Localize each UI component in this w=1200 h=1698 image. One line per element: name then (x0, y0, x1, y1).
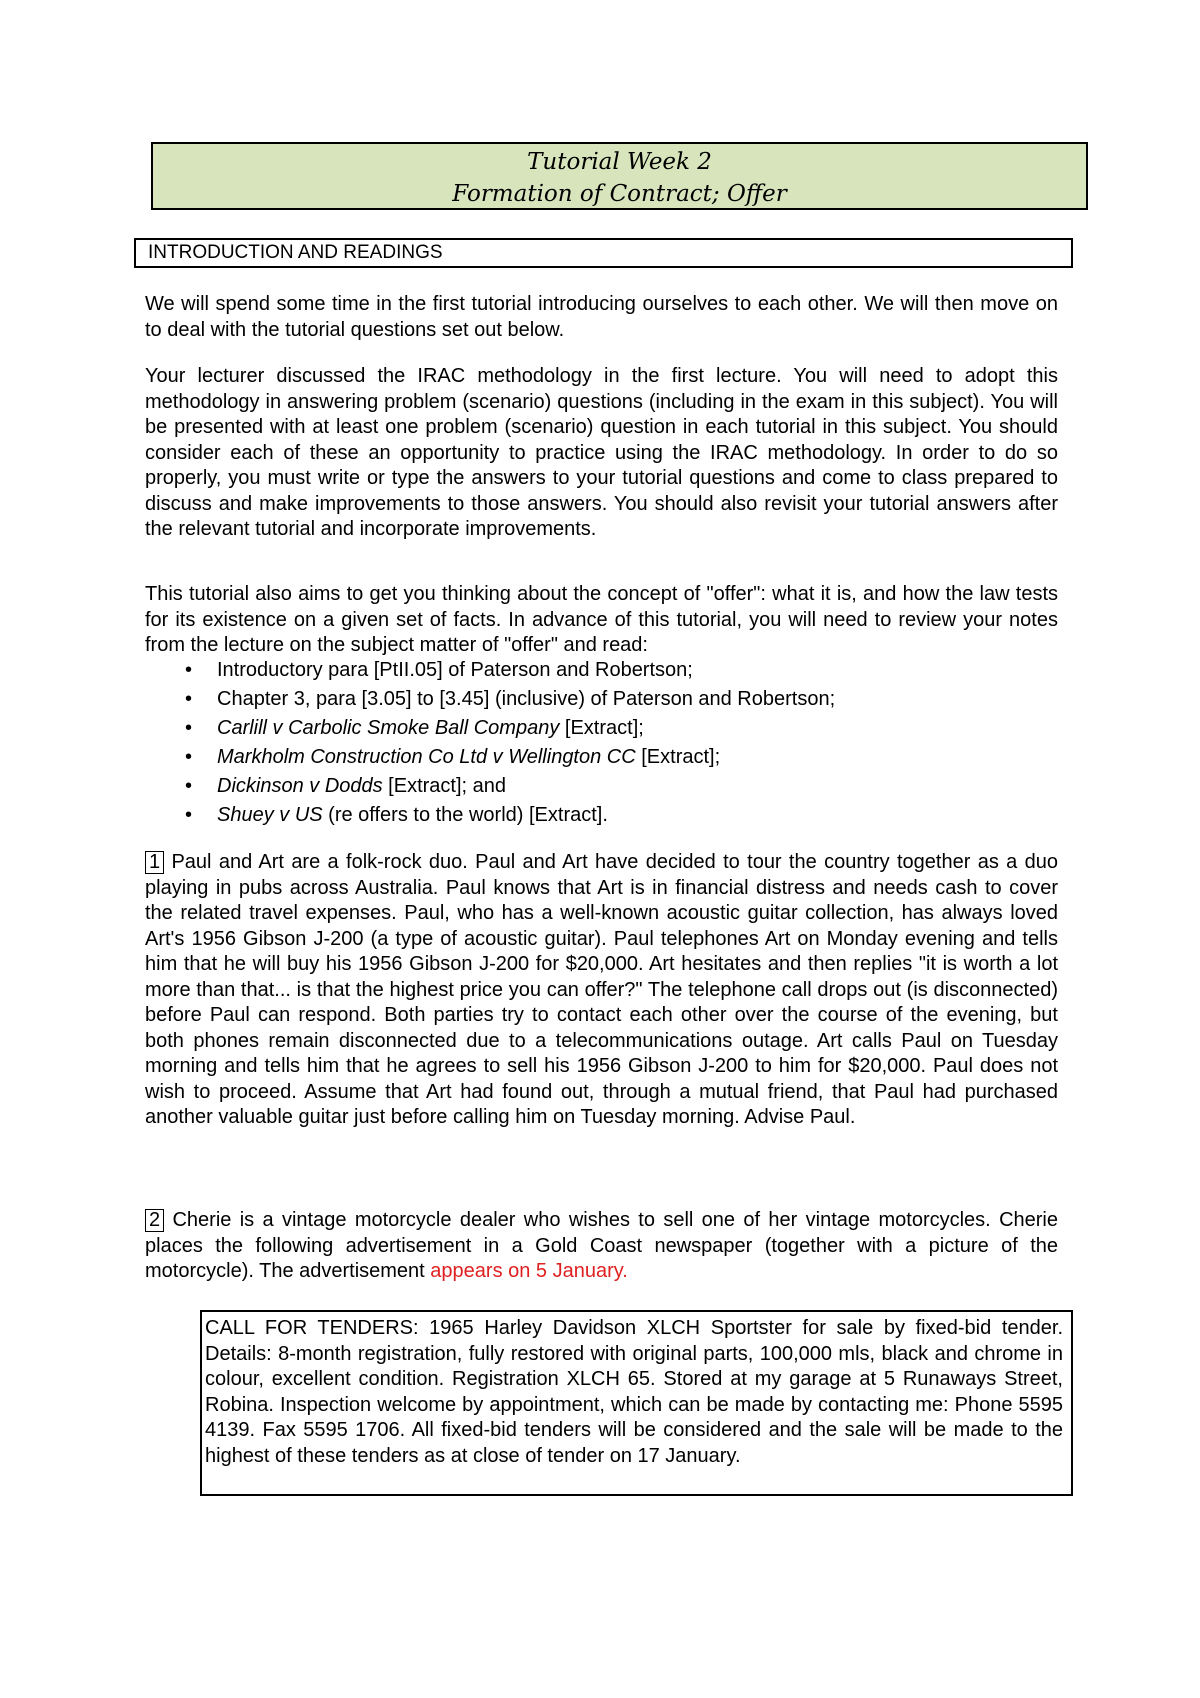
question-number-1: 1 (145, 851, 164, 874)
title-line-2: Formation of Contract; Offer (452, 181, 787, 207)
question-1-text: Paul and Art are a folk-rock duo. Paul and Art have decided to tour the country together as a duo playing in pubs across Australia. Paul knows that Art is in financial distress and needs cash to cover the related travel expenses. Paul, who has a well-known acoustic guitar collection, has always loved Art's 1956 Gibson J-200 (a type of acoustic guitar). Paul telephones Art on Monday evening and tells him that he will buy his 1956 Gibson J-200 for $20,000. Art hesitates and then replies "it is worth a lot more than that... is that the highest price you can offer?" The telephone call drops out (is disconnected) before Paul can respond. Both parties try to contact each other over the course of the evening, but both phones remain disconnected due to a telecommunications outage. Art calls Paul on Tuesday morning and tells him that he agrees to sell his 1956 Gibson J-200 to him for $20,000. Paul does not wish to proceed. Assume that Art had found out, through a mutual friend, that Paul had purchased another valuable guitar just before calling him on Tuesday morning. Advise Paul. (145, 851, 1058, 1128)
question-number-2: 2 (145, 1209, 164, 1232)
case-name: Dickinson v Dodds (217, 775, 383, 797)
intro-paragraph-1: We will spend some time in the first tutorial introducing ourselves to each other. We will then move on to deal with the tutorial questions set out below. (145, 293, 1058, 341)
bullet-icon: • (185, 688, 193, 710)
title-line-1: Tutorial Week 2 (527, 149, 712, 175)
reading-item: • Dickinson v Dodds [Extract]; and (145, 772, 1058, 801)
readings-list (145, 656, 1058, 830)
case-name: Shuey v US (217, 804, 323, 826)
question-2-text: Cherie is a vintage motorcycle dealer who wishes to sell one of her vintage motorcycles. Cherie places the following advertisement in a Gold Coast newspaper (together with a picture of the motorcycle). The advertisement (145, 1209, 1058, 1282)
reading-item: • Carlill v Carbolic Smoke Ball Company [Extract]; (145, 714, 1058, 743)
bullet-icon: • (185, 746, 193, 768)
reading-item: • Chapter 3, para [3.05] to [3.45] (inclusive) of Paterson and Robertson; (145, 685, 1058, 714)
intro-paragraph-2: Your lecturer discussed the IRAC methodology in the first lecture. You will need to adopt this methodology in answering problem (scenario) questions (including in the exam in this subject). You will be presented with at least one problem (scenario) question in each tutorial in this subject. You should consider each of these an opportunity to practice using the IRAC methodology. In order to do so properly, you must write or type the answers to your tutorial questions and come to class prepared to discuss and make improvements to those answers. You should also revisit your tutorial answers after the relevant tutorial and incorporate improvements. (145, 365, 1058, 540)
question-1 (145, 850, 1058, 1131)
title-box (151, 142, 1088, 210)
reading-item: • Shuey v US (re offers to the world) [Extract]. (145, 801, 1058, 830)
bullet-icon: • (185, 717, 193, 739)
case-name: Carlill v Carbolic Smoke Ball Company (217, 717, 560, 739)
bullet-icon: • (185, 775, 193, 797)
advertisement-box: CALL FOR TENDERS: 1965 Harley Davidson XLCH Sportster for sale by fixed-bid tender. Details: 8-month registration, fully restored with original parts, 100,000 mls, black and chrome in colour, excellent condition. Registration XLCH 65. Stored at my garage at 5 Runaways Street, Robina. Inspection welcome by appointment, which can be made by contacting me: Phone 5595 4139. Fax 5595 1706. All fixed-bid tenders will be considered and the sale will be made to the highest of these tenders as at close of tender on 17 January. (200, 1310, 1073, 1496)
intro-paragraph-3: This tutorial also aims to get you thinking about the concept of "offer": what it is, and how the law tests for its existence on a given set of facts. In advance of this tutorial, you will need to review your notes from the lecture on the subject matter of "offer" and read: (145, 583, 1058, 656)
bullet-icon: • (185, 804, 193, 826)
reading-item: • Introductory para [PtII.05] of Paterson and Robertson; (145, 656, 1058, 685)
bullet-icon: • (185, 659, 193, 681)
reading-item: • Markholm Construction Co Ltd v Wellington CC [Extract]; (145, 743, 1058, 772)
case-name: Markholm Construction Co Ltd v Wellington CC (217, 746, 636, 768)
section-heading: INTRODUCTION AND READINGS (134, 238, 1073, 268)
highlighted-date: appears on 5 January (430, 1260, 623, 1282)
question-2: 2 Cherie is a vintage motorcycle dealer who wishes to sell one of her vintage motorcycles. Cherie places the following advertisement in a Gold Coast newspaper (together with a picture of the motorcycle). The advertisement appears on 5 January. (145, 1209, 1058, 1282)
